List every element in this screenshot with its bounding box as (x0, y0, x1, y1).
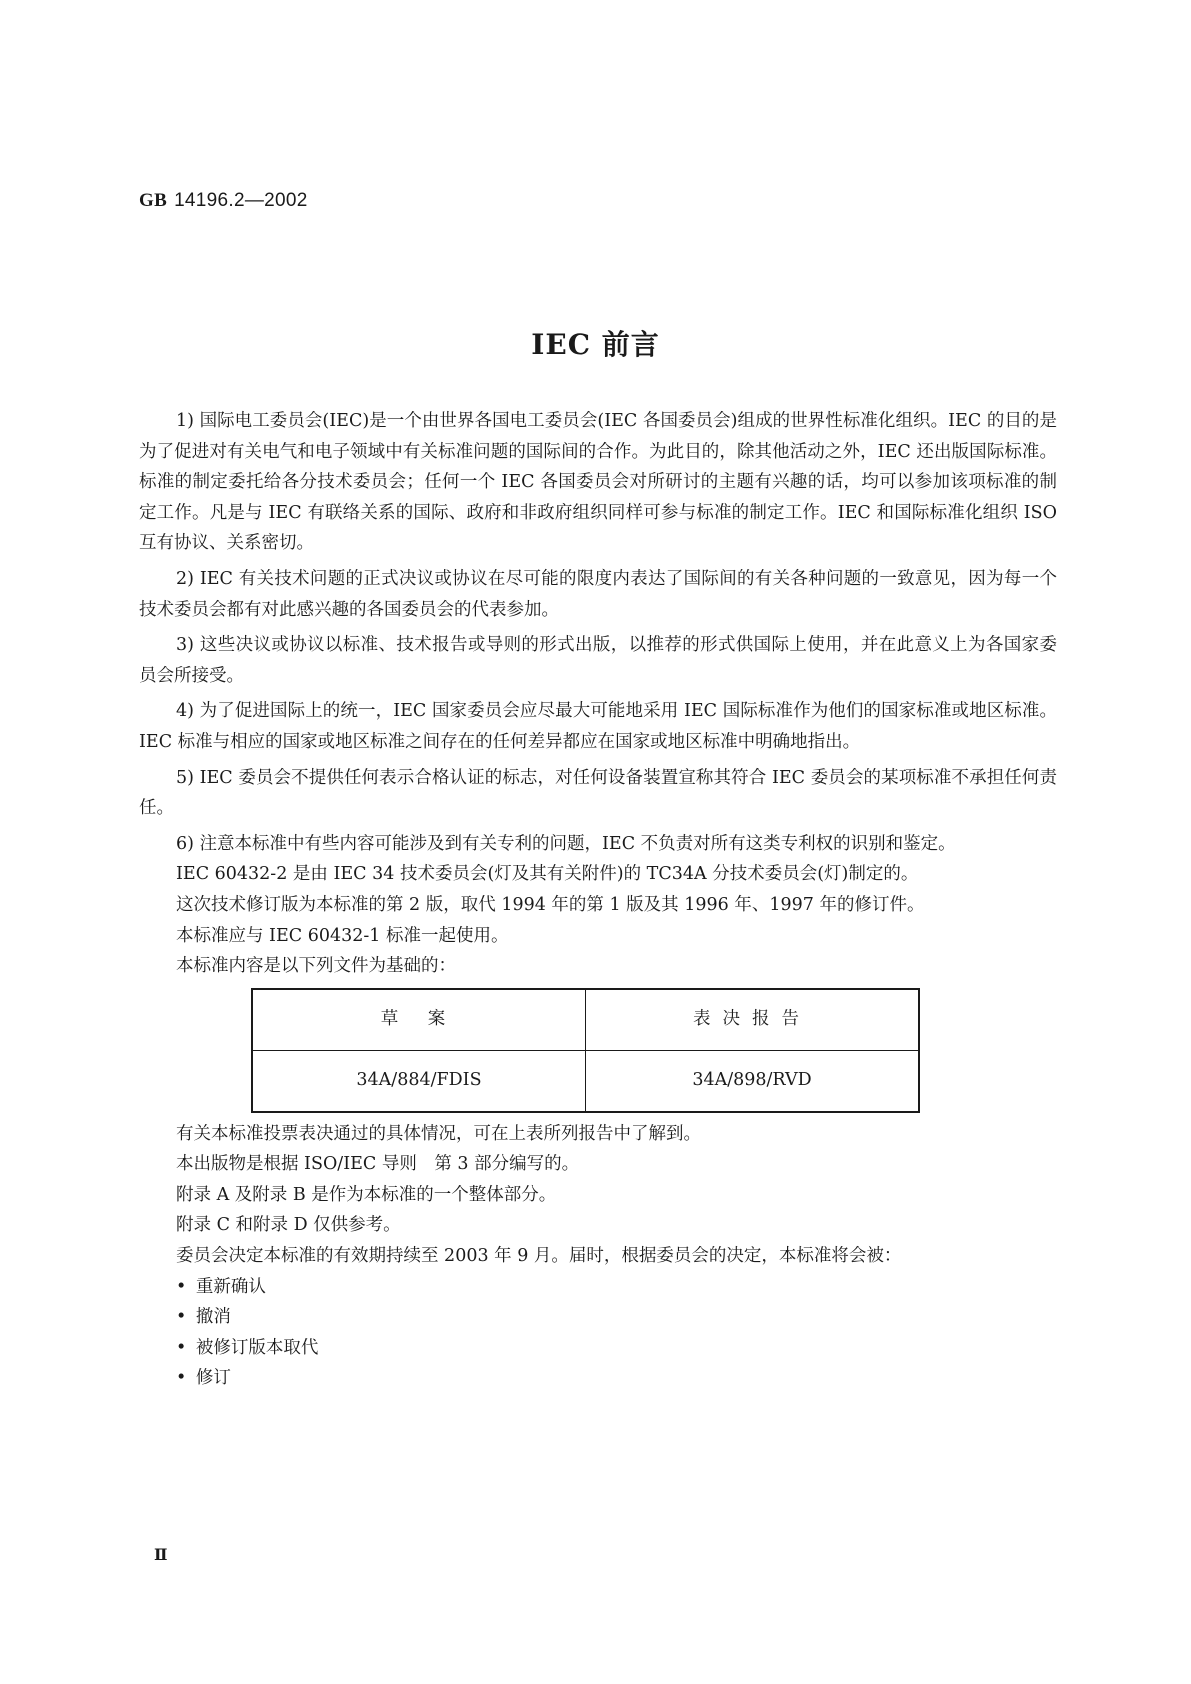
list-item: • 撤消 (139, 1302, 1057, 1333)
paragraph-committee: IEC 60432-2 是由 IEC 34 技术委员会(灯及其有关附件)的 TC34A 分技术委员会(灯)制定的。 (176, 864, 919, 885)
table-header-draft: 草 案 (252, 989, 586, 1051)
table-row (252, 1050, 919, 1112)
clause-2: 2) IEC 有关技术问题的正式决议或协议在尽可能的限度内表达了国际间的有关各种问题的一致意见，因为每一个技术委员会都有对此感兴趣的各国委员会的代表参加。 (139, 568, 1057, 620)
clause-5: 5) IEC 委员会不提供任何表示合格认证的标志，对任何设备装置宣称其符合 IEC 委员会的某项标准不承担任何责任。 (139, 767, 1057, 819)
paragraph-edition: 这次技术修订版为本标准的第 2 版，取代 1994 年的第 1 版及其 1996 年、1997 年的修订件。 (176, 894, 925, 915)
clause-3: 3) 这些决议或协议以标准、技术报告或导则的形式出版，以推荐的形式供国际上使用，并在此意义上为各国家委员会所接受。 (139, 635, 1057, 686)
paragraph-voting-details: 有关本标准投票表决通过的具体情况，可在上表所列报告中了解到。 (176, 1123, 701, 1144)
table-header-row (252, 989, 919, 1051)
clause-6: 6) 注意本标准中有些内容可能涉及到有关专利的问题，IEC 不负责对所有这类专利权的识别和鉴定。 (176, 833, 956, 854)
table-cell-voting-report: 34A/898/RVD (586, 1050, 920, 1112)
paragraph-validity: 委员会决定本标准的有效期持续至 2003 年 9 月。届时，根据委员会的决定，本标准将会被： (176, 1246, 902, 1267)
standard-code-prefix: GB (139, 190, 168, 211)
paragraph-normative-annexes: 附录 A 及附录 B 是作为本标准的一个整体部分。 (176, 1184, 557, 1205)
paragraph-basis: 本标准内容是以下列文件为基础的： (176, 956, 456, 977)
list-item: • 被修订版本取代 (139, 1333, 1057, 1364)
standard-code-number: 14196.2—2002 (174, 190, 308, 211)
paragraph-directives: 本出版物是根据 ISO/IEC 导则 第 3 部分编写的。 (176, 1154, 580, 1175)
clause-4: 4) 为了促进国际上的统一，IEC 国家委员会应尽最大可能地采用 IEC 国际标准作为他们的国家标准或地区标准。IEC 标准与相应的国家或地区标准之间存在的任何差异都应在国家或地区标准中明确地指出。 (139, 701, 1057, 752)
standard-code (139, 190, 308, 212)
list-item: • 修订 (139, 1363, 1057, 1394)
list-item: • 重新确认 (139, 1272, 1057, 1303)
table-header-voting-report: 表决报告 (586, 989, 920, 1051)
table-cell-draft: 34A/884/FDIS (252, 1050, 586, 1112)
page-title: IEC 前言 (531, 328, 660, 361)
basis-documents-table (251, 988, 920, 1113)
document-body (139, 406, 1057, 1394)
clause-1: 1) 国际电工委员会(IEC)是一个由世界各国电工委员会(IEC 各国委员会)组成的世界性标准化组织。IEC 的目的是为了促进对有关电气和电子领域中有关标准问题的国际间的合作。为此目的，除其他活动之外，IEC 还出版国际标准。标准的制定委托给各分技术委员会；任何一个 IEC 各国委员会对所研讨的主题有兴趣的话，均可以参加该项标准的制定工作。凡是与 IEC 有联络关系的国际、政府和非政府组织同样可参与标准的制定工作。IEC 和国际标准化组织 ISO 互有协议、关系密切。 (139, 411, 1057, 554)
outcome-list (139, 1272, 1057, 1394)
paragraph-usage: 本标准应与 IEC 60432-1 标准一起使用。 (176, 925, 509, 946)
page-number: Ⅱ (154, 1545, 168, 1564)
paragraph-informative-annexes: 附录 C 和附录 D 仅供参考。 (176, 1215, 401, 1236)
